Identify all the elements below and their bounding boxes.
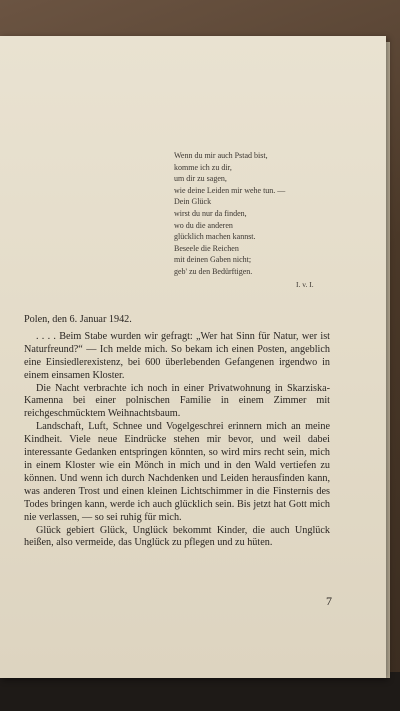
poem-line: wo du die anderen [174,220,233,230]
paragraph: Landschaft, Luft, Schnee und Vogelgeschrei erinnern mich an meine Kindheit. Viele neue Eindrücke stehen mir bevor, und weil dabei interessante Gedanken entspringen könnten, so wird mirs recht sein, mich in einem Kloster wie ein Mönch in mich und in den Wald vertiefen zu können. Und wenn ich durch Nachdenken und Leiden herausfinden kann, was anderen Trost und einen kleinen Lichtschimmer in die Finsternis des Todes bringen kann, werde ich auch glücklich sein. Bis jetzt hat Gott mich nie verlassen, — so sei ruhig für mich. [24,421,330,523]
poem-signature: I. v. I. [296,280,314,289]
poem-line: wirst du nur da finden, [174,208,247,218]
poem-line: glücklich machen kannst. [174,232,256,242]
poem-line: komme ich zu dir, [174,162,232,172]
poem-line: mit deinen Gaben nicht; [174,255,252,265]
page-number: 7 [326,594,332,608]
poem-block [174,150,324,278]
poem-line: Wenn du mir auch Pstad bist, [174,151,268,160]
poem-line: Dein Glück [174,197,212,207]
poem-line: geb' zu den Bedürftigen. [174,266,253,276]
paragraph: Die Nacht verbrachte ich noch in einer Privatwohnung in Skarziska-Kamenna bei einer polnischen Familie in einem Zimmer mit reichgeschmücktem Weihnachtsbaum. [24,382,330,420]
body-text [24,314,330,550]
paragraph: Glück gebiert Glück, Unglück bekommt Kinder, die auch Unglück heißen, also vermeide, das Unglück zu pflegen und zu hüten. [24,524,330,549]
poem-line: Beseele die Reichen [174,243,239,253]
place-date-heading: Polen, den 6. Januar 1942. [24,314,132,325]
paragraph: . . . . Beim Stabe wurden wir gefragt: „Wer hat Sinn für Natur, wer ist Naturfreund?“ — Ich melde mich. So bekam ich einen Posten, angeblich eine Einsiedlerexistenz, bei 600 überlebenden Gefangenen irgendwo in einem einsamen Kloster. [24,330,330,381]
poem-line: um dir zu sagen, [174,174,227,184]
poem-line: wie deine Leiden mir wehe tun. — [174,185,286,195]
